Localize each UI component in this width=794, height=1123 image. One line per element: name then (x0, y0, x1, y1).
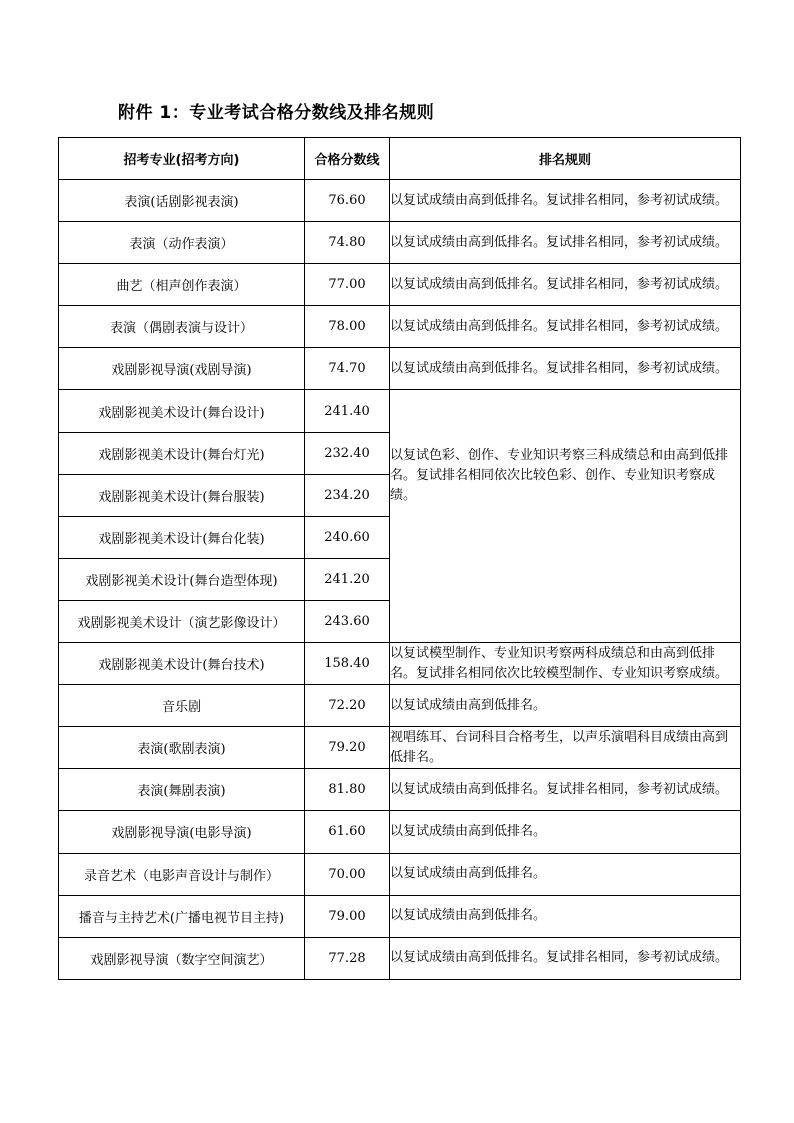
major-cell: 录音艺术（电影声音设计与制作） (59, 853, 305, 895)
rule-cell: 以复试模型制作、专业知识考察两科成绩总和由高到低排名。复试排名相同依次比较模型制作、专业知识考察成绩。 (390, 643, 741, 685)
major-cell: 表演(话剧影视表演) (59, 180, 305, 222)
major-cell: 戏剧影视美术设计(舞台化装) (59, 516, 305, 558)
score-cell: 243.60 (305, 600, 390, 642)
header-major: 招考专业(招考方向) (59, 138, 305, 180)
score-cell: 77.28 (305, 937, 390, 979)
score-cell: 70.00 (305, 853, 390, 895)
table-row (59, 811, 741, 853)
score-table (58, 137, 741, 980)
major-cell: 戏剧影视美术设计(舞台灯光) (59, 432, 305, 474)
score-cell: 158.40 (305, 643, 390, 685)
rule-cell: 以复试成绩由高到低排名。复试排名相同，参考初试成绩。 (390, 937, 741, 979)
major-cell: 戏剧影视美术设计(舞台服装) (59, 474, 305, 516)
table-row (59, 222, 741, 264)
rule-cell: 以复试成绩由高到低排名。 (390, 895, 741, 937)
table-row (59, 685, 741, 727)
major-cell: 戏剧影视美术设计(舞台造型体现) (59, 558, 305, 600)
major-cell: 戏剧影视导演(电影导演) (59, 811, 305, 853)
score-cell: 241.20 (305, 558, 390, 600)
score-cell: 77.00 (305, 264, 390, 306)
rule-cell: 以复试成绩由高到低排名。复试排名相同，参考初试成绩。 (390, 306, 741, 348)
score-cell: 76.60 (305, 180, 390, 222)
score-cell: 74.80 (305, 222, 390, 264)
rule-cell: 视唱练耳、台词科目合格考生，以声乐演唱科目成绩由高到低排名。 (390, 727, 741, 769)
table-row (59, 727, 741, 769)
major-cell: 戏剧影视美术设计(舞台技术) (59, 643, 305, 685)
table-row (59, 769, 741, 811)
table-row (59, 853, 741, 895)
major-cell: 曲艺（相声创作表演） (59, 264, 305, 306)
table-row (59, 264, 741, 306)
major-cell: 表演（动作表演） (59, 222, 305, 264)
page-title: 附件 1：专业考试合格分数线及排名规则 (118, 103, 435, 123)
score-cell: 241.40 (305, 390, 390, 432)
rule-cell: 以复试成绩由高到低排名。复试排名相同，参考初试成绩。 (390, 348, 741, 390)
score-cell: 240.60 (305, 516, 390, 558)
table-row (59, 306, 741, 348)
rule-cell: 以复试成绩由高到低排名。 (390, 853, 741, 895)
major-cell: 播音与主持艺术(广播电视节目主持) (59, 895, 305, 937)
major-cell: 戏剧影视导演（数字空间演艺） (59, 937, 305, 979)
score-cell: 81.80 (305, 769, 390, 811)
table-row (59, 390, 741, 432)
major-cell: 戏剧影视导演(戏剧导演) (59, 348, 305, 390)
table-row (59, 348, 741, 390)
merged-rule-cell: 以复试色彩、创作、专业知识考察三科成绩总和由高到低排名。复试排名相同依次比较色彩、创作、专业知识考察成绩。 (390, 390, 741, 643)
score-cell: 232.40 (305, 432, 390, 474)
table-row (59, 937, 741, 979)
score-cell: 78.00 (305, 306, 390, 348)
major-cell: 表演(歌剧表演) (59, 727, 305, 769)
rule-cell: 以复试成绩由高到低排名。复试排名相同，参考初试成绩。 (390, 264, 741, 306)
rule-cell: 以复试成绩由高到低排名。复试排名相同，参考初试成绩。 (390, 769, 741, 811)
table-row (59, 643, 741, 685)
major-cell: 表演(舞剧表演) (59, 769, 305, 811)
table-header-row (59, 138, 741, 180)
major-cell: 戏剧影视美术设计（演艺影像设计） (59, 600, 305, 642)
rule-cell: 以复试成绩由高到低排名。 (390, 811, 741, 853)
rule-cell: 以复试成绩由高到低排名。 (390, 685, 741, 727)
table-row (59, 180, 741, 222)
score-cell: 234.20 (305, 474, 390, 516)
major-cell: 戏剧影视美术设计(舞台设计) (59, 390, 305, 432)
header-score: 合格分数线 (305, 138, 390, 180)
header-rule: 排名规则 (390, 138, 741, 180)
score-cell: 74.70 (305, 348, 390, 390)
major-cell: 表演（偶剧表演与设计） (59, 306, 305, 348)
rule-cell: 以复试成绩由高到低排名。复试排名相同，参考初试成绩。 (390, 222, 741, 264)
table-row (59, 895, 741, 937)
rule-cell: 以复试成绩由高到低排名。复试排名相同，参考初试成绩。 (390, 180, 741, 222)
score-cell: 61.60 (305, 811, 390, 853)
major-cell: 音乐剧 (59, 685, 305, 727)
score-cell: 79.00 (305, 895, 390, 937)
score-cell: 72.20 (305, 685, 390, 727)
score-cell: 79.20 (305, 727, 390, 769)
